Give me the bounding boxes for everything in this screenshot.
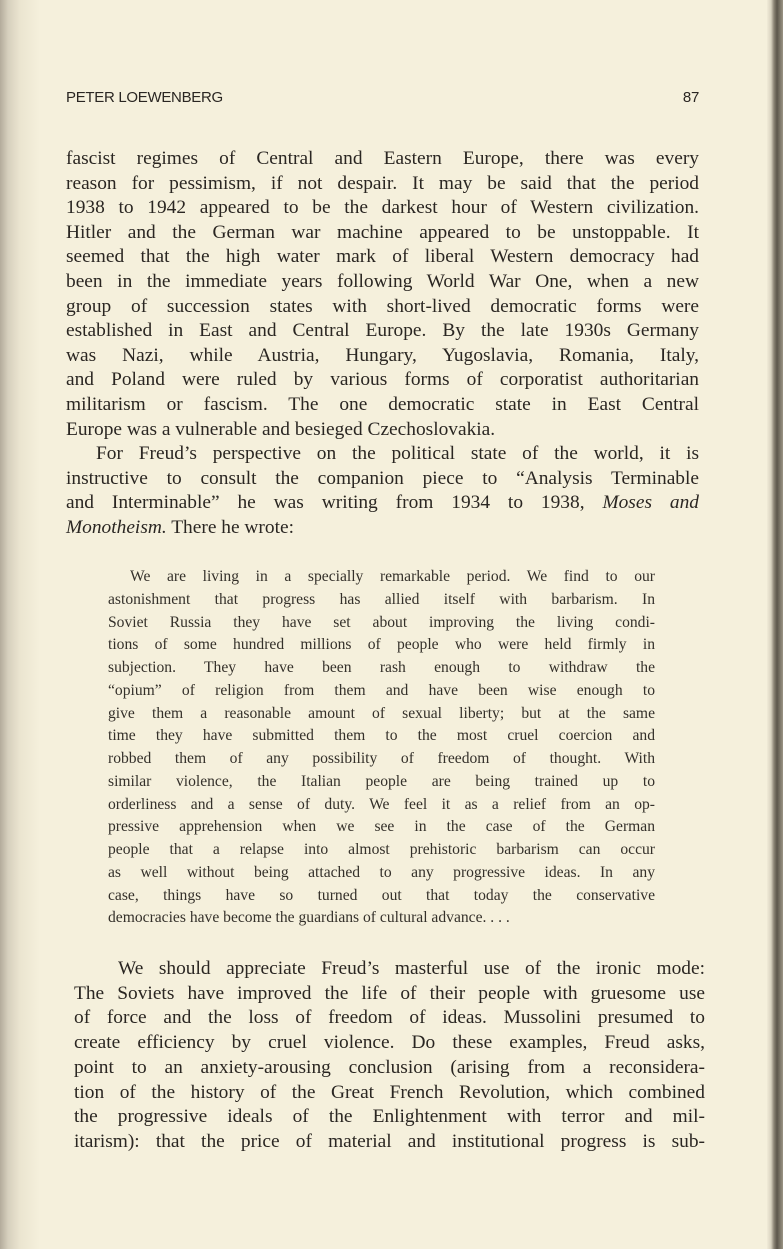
running-head bbox=[66, 89, 699, 106]
paragraph-1-line: militarism or fascism. The one democratic state in East Central bbox=[66, 394, 699, 415]
paragraph-1-line: 1938 to 1942 appeared to be the darkest hour of Western civilization. bbox=[66, 197, 699, 219]
italic-title-text: Moses and bbox=[602, 492, 699, 514]
paragraph-2-line bbox=[66, 516, 699, 541]
block-quote-line: democracies have become the guardians of cultural advance. . . . bbox=[108, 909, 510, 927]
block-quote-line: pressive apprehension when we see in the case of the German bbox=[108, 818, 655, 836]
block-quote-line: tions of some hundred millions of people who were held firmly in bbox=[108, 636, 655, 654]
paragraph-1-line: fascist regimes of Central and Eastern Europe, there was every bbox=[66, 148, 699, 169]
paragraph-2-line bbox=[66, 491, 699, 516]
page-gutter-shadow bbox=[0, 0, 40, 1249]
block-quote-line: similar violence, the Italian people are being trained up to bbox=[108, 772, 655, 790]
block-quote-line: time they have submitted them to the most cruel coercion and bbox=[108, 727, 655, 745]
paragraph-3-line: create efficiency by cruel violence. Do these examples, Freud asks, bbox=[74, 1032, 705, 1054]
block-quote-line: as well without being attached to any progressive ideas. In any bbox=[108, 863, 655, 881]
paragraph-3-line: of force and the loss of freedom of ideas. Mussolini presumed to bbox=[74, 1007, 705, 1029]
text-segment: For Freud’s perspective on the political state of the world, it is bbox=[96, 443, 699, 465]
paragraph-2-line bbox=[66, 467, 699, 492]
paragraph-1-line: been in the immediate years following World War One, when a new bbox=[66, 271, 699, 292]
paragraph-3-line: the progressive ideals of the Enlightenment with terror and mil- bbox=[74, 1106, 705, 1128]
block-quote-line: We are living in a specially remarkable period. We find to our bbox=[130, 568, 655, 585]
paragraph-1-line: Europe was a vulnerable and besieged Czechoslovakia. bbox=[66, 418, 496, 440]
block-quote-line: astonishment that progress has allied itself with barbarism. In bbox=[108, 590, 655, 608]
text-segment: and Interminable” he was writing from 1934 to 1938, bbox=[66, 492, 603, 514]
block-quote-line: “opium” of religion from them and have been wise enough to bbox=[108, 681, 655, 699]
block-quote-line: Soviet Russia they have set about improving the living condi- bbox=[108, 613, 655, 631]
paragraph-3-line: point to an anxiety-arousing conclusion (arising from a reconsidera- bbox=[74, 1056, 705, 1078]
italic-title-text: Monotheism. bbox=[66, 517, 167, 538]
paragraph-1-line: seemed that the high water mark of liberal Western democracy had bbox=[66, 246, 699, 268]
page-number: 87 bbox=[682, 89, 699, 106]
paragraph-3-line: itarism): that the price of material and institutional progress is sub- bbox=[74, 1130, 705, 1152]
paragraph-1-line: reason for pessimism, if not despair. It may be said that the period bbox=[66, 172, 699, 194]
paragraph-1-line: Hitler and the German war machine appeared to be unstoppable. It bbox=[66, 221, 699, 243]
block-quote-line: orderliness and a sense of duty. We feel it as a relief from an op- bbox=[108, 795, 655, 813]
block-quote-line: subjection. They have been rash enough to withdraw the bbox=[108, 659, 655, 676]
paragraph-2-line bbox=[66, 442, 699, 467]
block-quote-line: case, things have so turned out that today the conservative bbox=[108, 886, 655, 904]
text-segment: There he wrote: bbox=[166, 517, 294, 538]
paragraph-1-line: established in East and Central Europe. By the late 1930s Germany bbox=[66, 320, 699, 342]
paragraph-1-line: was Nazi, while Austria, Hungary, Yugoslavia, Romania, Italy, bbox=[66, 344, 699, 366]
author-name: PETER LOEWENBERG bbox=[66, 89, 223, 106]
page-edge bbox=[767, 0, 783, 1249]
text-segment: instructive to consult the companion piece to “Analysis Terminable bbox=[66, 467, 699, 489]
paragraph-3-line: tion of the history of the Great French Revolution, which combined bbox=[74, 1081, 705, 1103]
paragraph-1-line: group of succession states with short-lived democratic forms were bbox=[66, 295, 699, 317]
paragraph-3-line: We should appreciate Freud’s masterful use of the ironic mode: bbox=[118, 958, 705, 979]
block-quote-line: people that a relapse into almost prehistoric barbarism can occur bbox=[108, 841, 655, 858]
paragraph-1-line: and Poland were ruled by various forms of corporatist authoritarian bbox=[66, 369, 699, 391]
block-quote-line: give them a reasonable amount of sexual liberty; but at the same bbox=[108, 704, 655, 722]
paragraph-3-line: The Soviets have improved the life of their people with gruesome use bbox=[74, 982, 705, 1004]
block-quote-line: robbed them of any possibility of freedom of thought. With bbox=[108, 750, 655, 767]
